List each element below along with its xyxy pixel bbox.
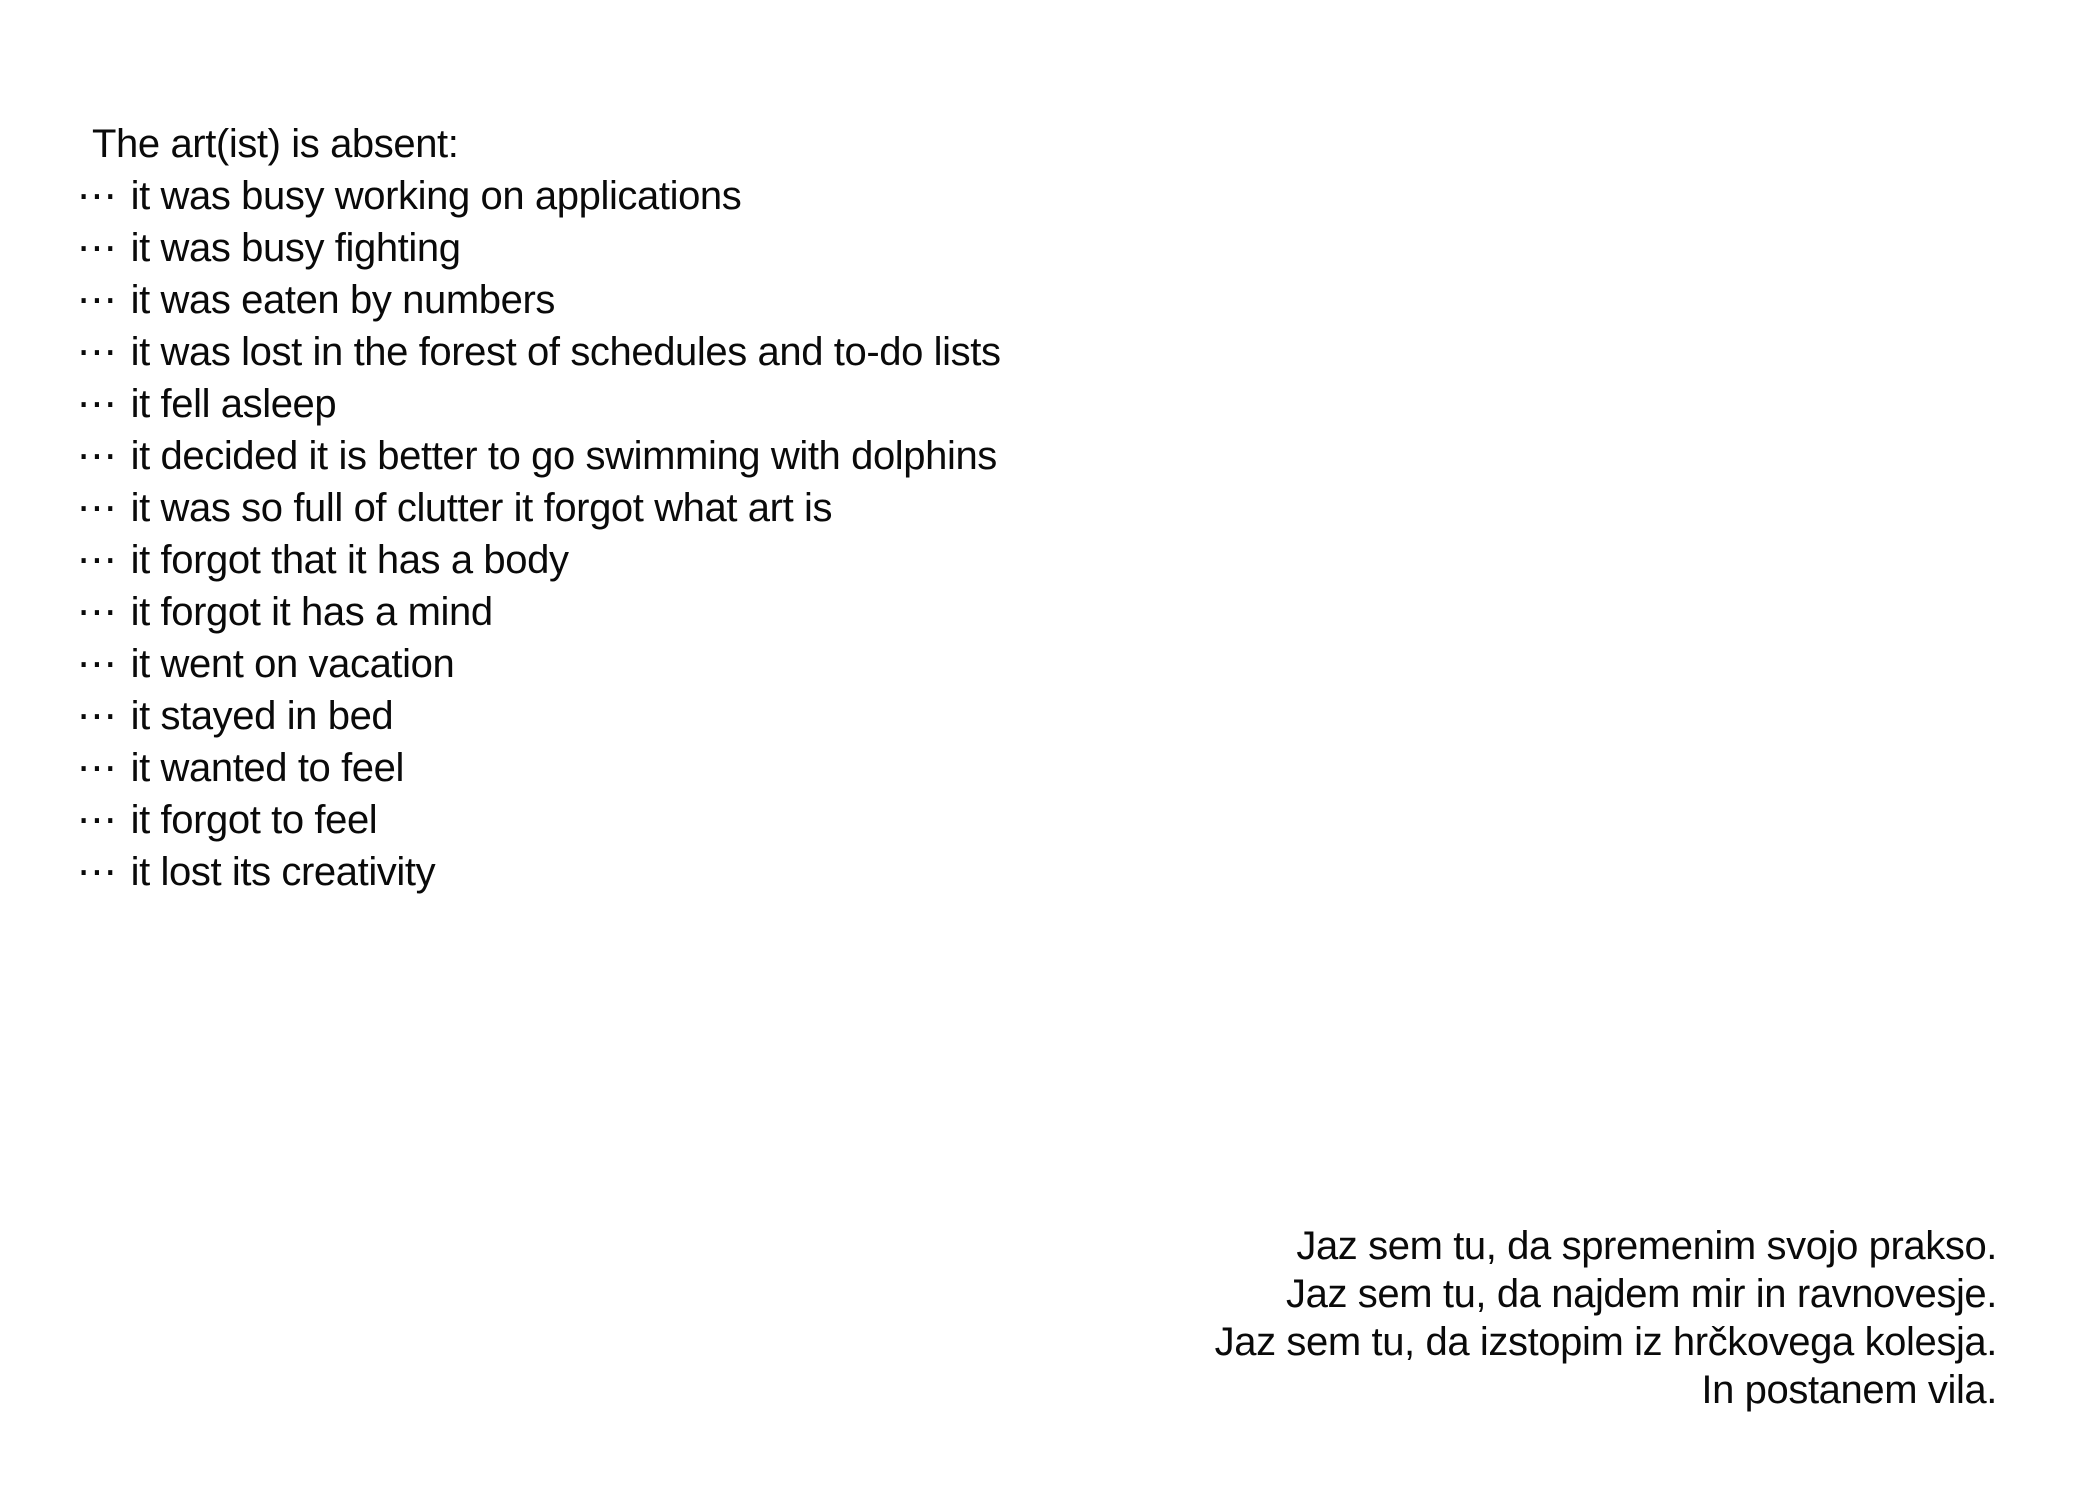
poem-title: The art(ist) is absent: [92, 122, 459, 166]
poem-line [77, 482, 1001, 534]
ellipsis-bullet: ⋯ [77, 850, 117, 894]
poem-line [77, 430, 1001, 482]
poem-line-text: it forgot it has a mind [130, 590, 493, 634]
affirmation-block [1215, 1222, 1997, 1414]
affirmation-line: In postanem vila. [1701, 1368, 1997, 1412]
poem-line-text: it was so full of clutter it forgot what art is [130, 486, 833, 530]
poem-line [77, 742, 1001, 794]
poem-line [77, 846, 1001, 898]
poem-line-text: it lost its creativity [130, 850, 436, 894]
affirmation-line: Jaz sem tu, da spremenim svojo prakso. [1296, 1224, 1997, 1268]
ellipsis-bullet: ⋯ [77, 538, 117, 582]
ellipsis-bullet: ⋯ [77, 278, 117, 322]
poem-block [77, 118, 1001, 898]
poem-line-text: it forgot that it has a body [130, 538, 569, 582]
poem-line-text: it decided it is better to go swimming with dolphins [130, 434, 997, 478]
poem-line-text: it forgot to feel [130, 798, 378, 842]
poem-line-text: it stayed in bed [130, 694, 394, 738]
ellipsis-bullet: ⋯ [77, 434, 117, 478]
poem-line-text: it went on vacation [130, 642, 455, 686]
poem-line-text: it was eaten by numbers [130, 278, 555, 322]
ellipsis-bullet: ⋯ [77, 226, 117, 270]
poem-line [77, 222, 1001, 274]
poem-line [77, 274, 1001, 326]
affirmation-line: Jaz sem tu, da izstopim iz hrčkovega kolesja. [1214, 1320, 1997, 1364]
ellipsis-bullet: ⋯ [77, 694, 117, 738]
ellipsis-bullet: ⋯ [77, 174, 117, 218]
poem-line-text: it was lost in the forest of schedules and to-do lists [130, 330, 1001, 374]
poem-line [77, 378, 1001, 430]
ellipsis-bullet: ⋯ [77, 798, 117, 842]
ellipsis-bullet: ⋯ [77, 382, 117, 426]
poem-line-text: it was busy fighting [130, 226, 461, 270]
poem-line [77, 326, 1001, 378]
poem-line-text: it was busy working on applications [130, 174, 742, 218]
poem-line [77, 586, 1001, 638]
ellipsis-bullet: ⋯ [77, 642, 117, 686]
poem-line [77, 794, 1001, 846]
ellipsis-bullet: ⋯ [77, 746, 117, 790]
affirmation-line: Jaz sem tu, da najdem mir in ravnovesje. [1286, 1272, 1997, 1316]
poem-line [77, 170, 1001, 222]
ellipsis-bullet: ⋯ [77, 590, 117, 634]
poem-line [77, 690, 1001, 742]
poem-line-text: it fell asleep [130, 382, 337, 426]
ellipsis-bullet: ⋯ [77, 486, 117, 530]
poem-line [77, 534, 1001, 586]
poem-line [77, 638, 1001, 690]
poem-line-text: it wanted to feel [130, 746, 404, 790]
ellipsis-bullet: ⋯ [77, 330, 117, 374]
